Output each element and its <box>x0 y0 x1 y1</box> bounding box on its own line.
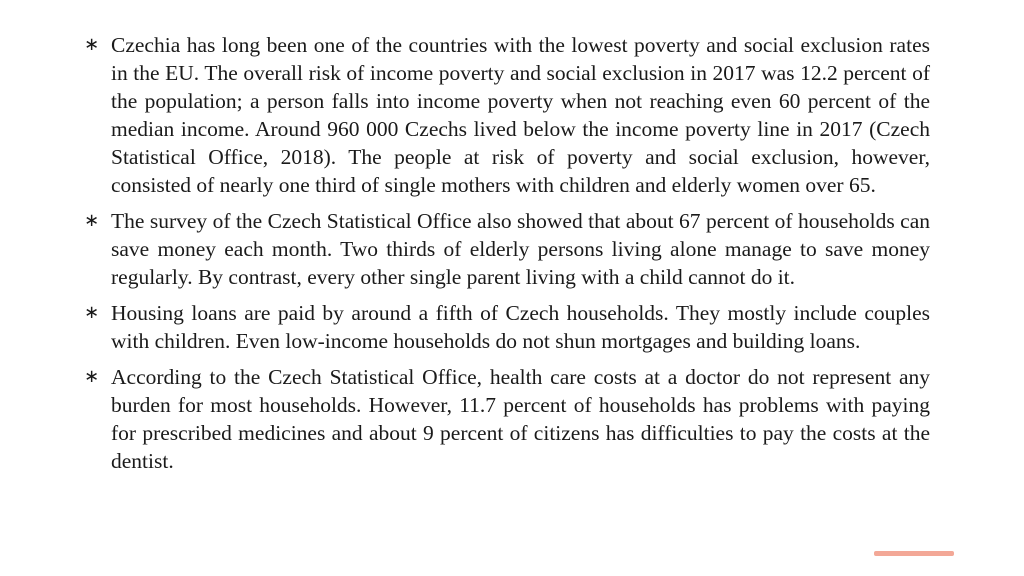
list-item <box>84 207 930 291</box>
list-item <box>84 31 930 199</box>
bullet-asterisk-icon: ∗ <box>84 302 100 323</box>
list-item <box>84 299 930 355</box>
bullet-asterisk-icon: ∗ <box>84 210 100 231</box>
list-item <box>84 363 930 475</box>
bullet-asterisk-icon: ∗ <box>84 366 100 387</box>
paragraph-health-care-costs: According to the Czech Statistical Office, health care costs at a doctor do not represent any burden for most households. However, 11.7 percent of households has problems with paying for prescribed medicines and about 9 percent of citizens has difficulties to pay the costs at the dentist. <box>111 365 930 473</box>
bullet-asterisk-icon: ∗ <box>84 34 100 55</box>
paragraph-household-savings: The survey of the Czech Statistical Office also showed that about 67 percent of households can save money each month. Two thirds of elderly persons living alone manage to save money regularly. By contrast, every other single parent living with a child cannot do it. <box>111 209 930 289</box>
accent-bar <box>874 551 954 556</box>
bullet-list <box>84 31 930 483</box>
paragraph-housing-loans: Housing loans are paid by around a fifth of Czech households. They mostly include couples with children. Even low-income households do not shun mortgages and building loans. <box>111 301 930 353</box>
paragraph-poverty-rates: Czechia has long been one of the countries with the lowest poverty and social exclusion rates in the EU. The overall risk of income poverty and social exclusion in 2017 was 12.2 percent of the population; a person falls into income poverty when not reaching even 60 percent of the median income. Around 960 000 Czechs lived below the income poverty line in 2017 (Czech Statistical Office, 2018). The people at risk of poverty and social exclusion, however, consisted of nearly one third of single mothers with children and elderly women over 65. <box>111 33 930 197</box>
